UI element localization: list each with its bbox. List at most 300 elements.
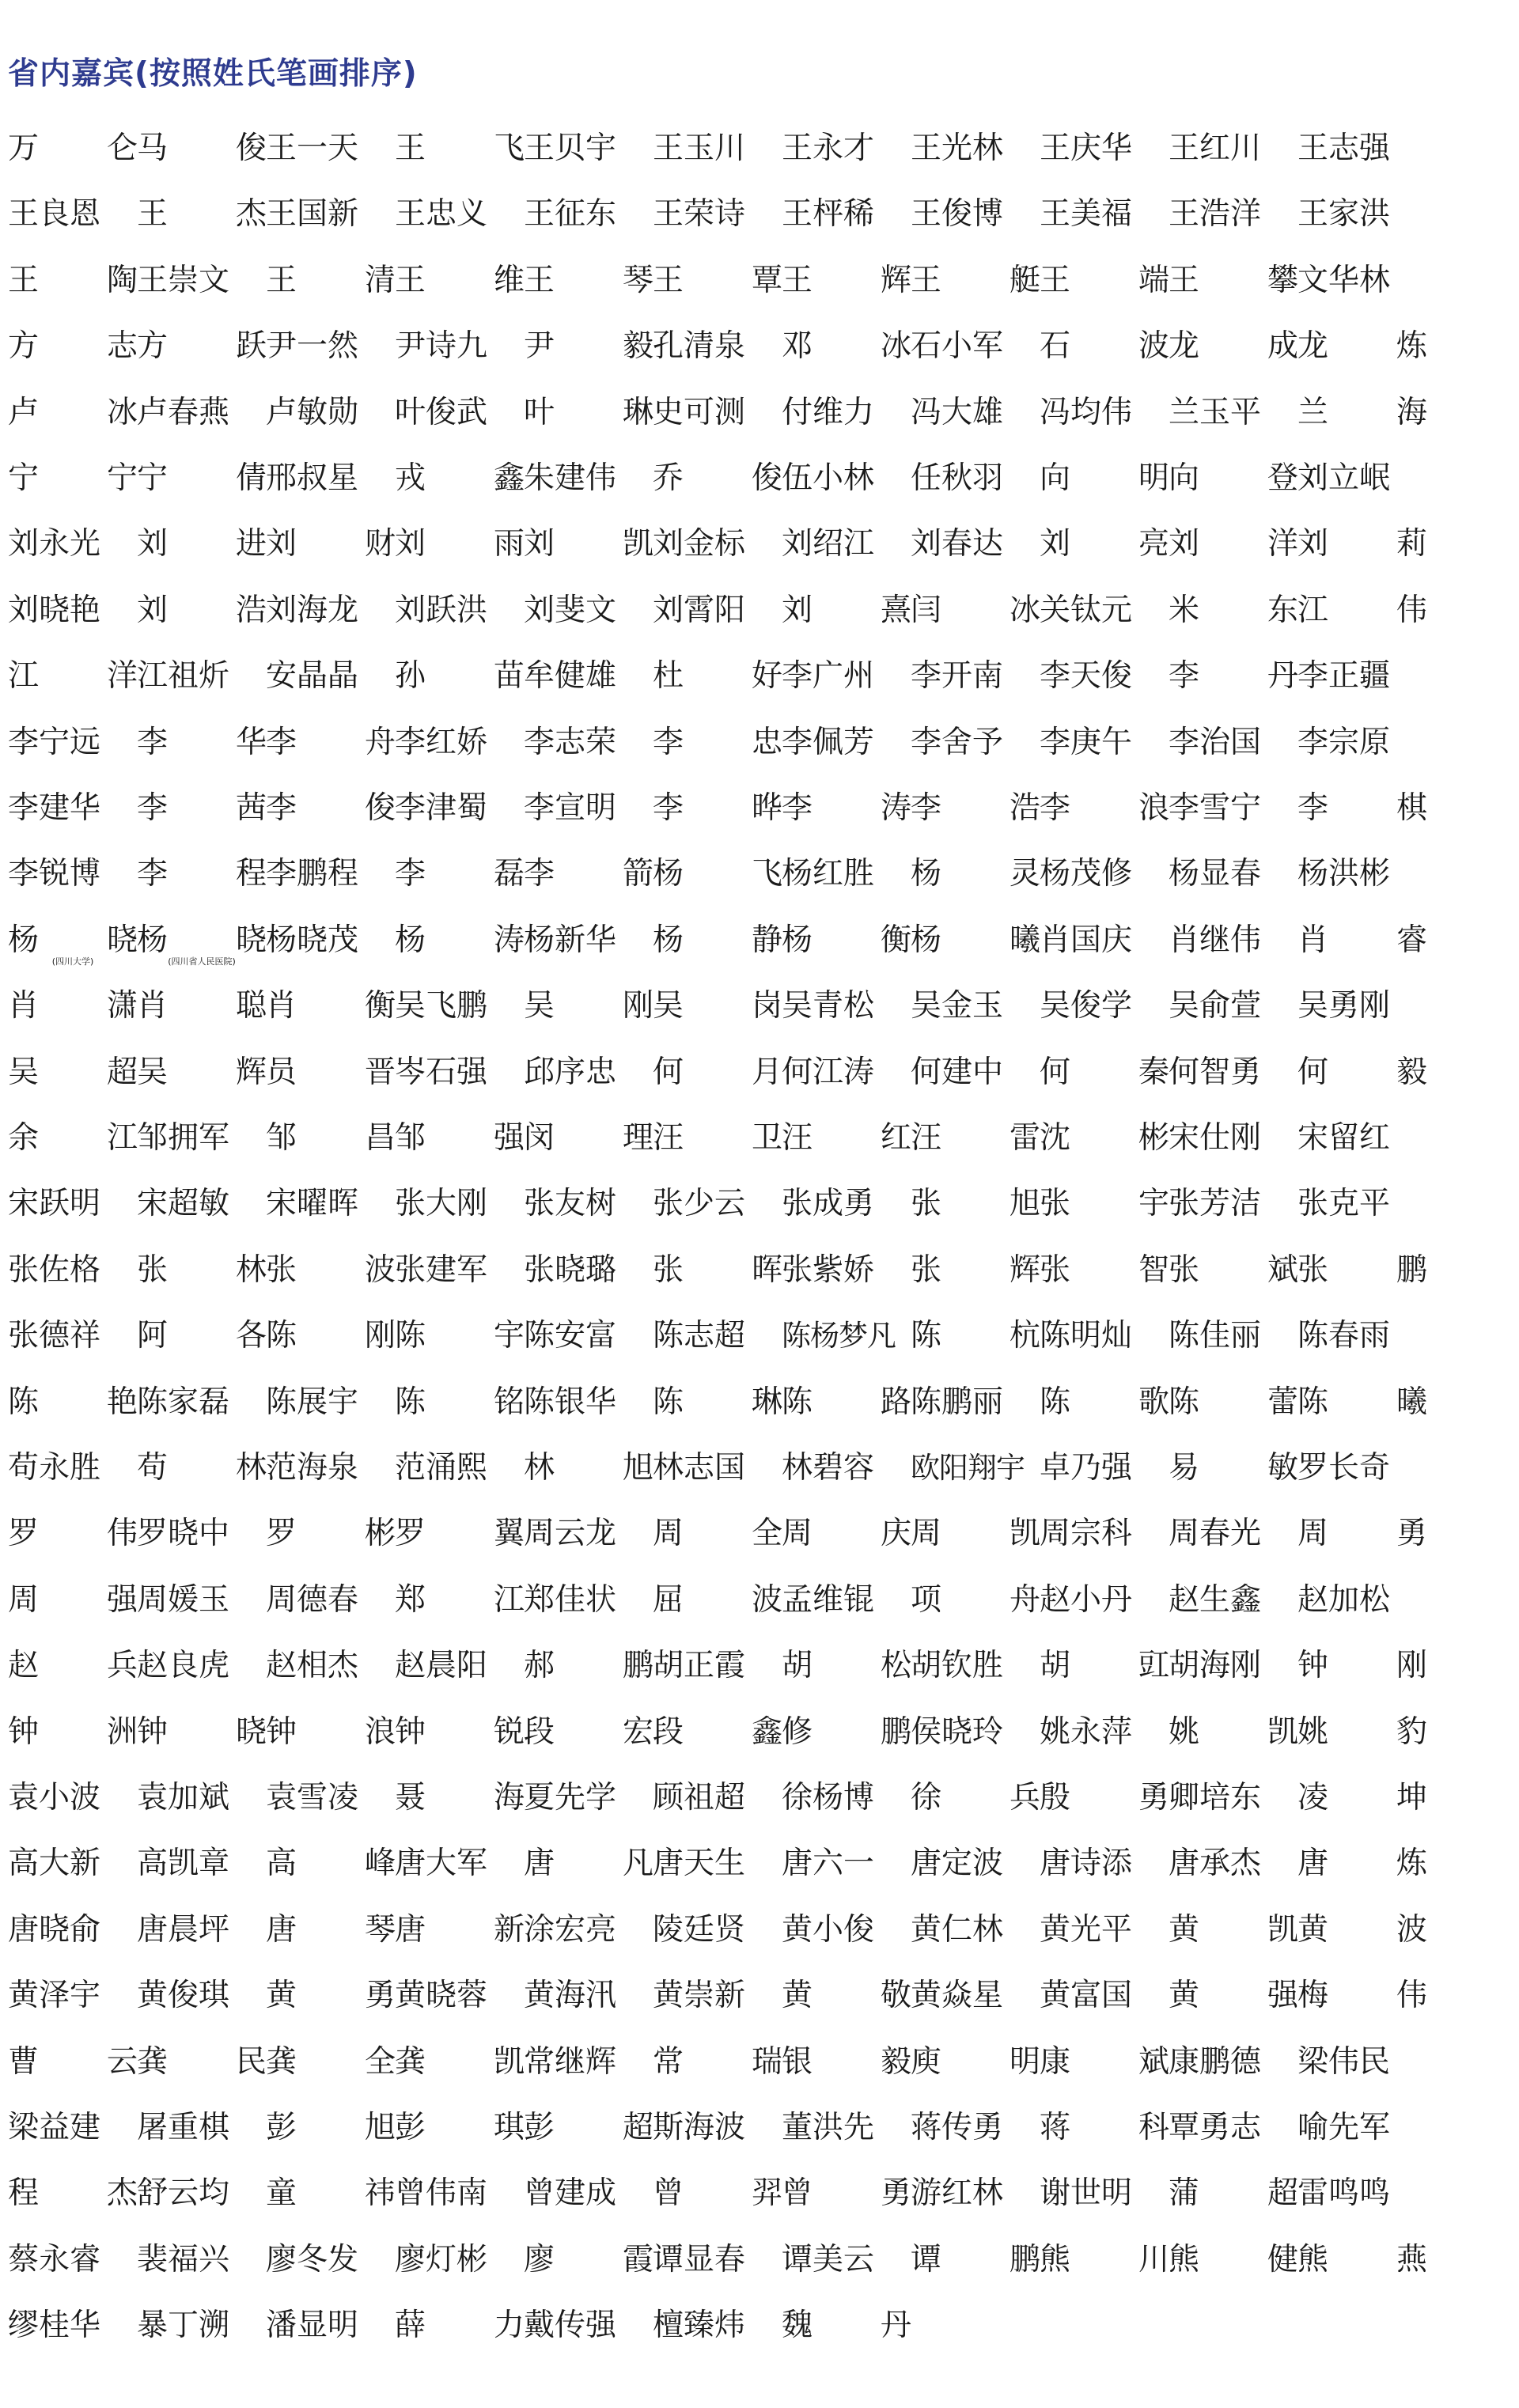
guest-name-text: 杜 好	[653, 658, 782, 694]
guest-name	[395, 1312, 525, 1360]
guest-name-text: 赵良虎	[137, 1648, 230, 1683]
guest-name-text: 邱序忠	[524, 1054, 617, 1090]
guest-name-text: 何 月	[653, 1054, 782, 1090]
guest-name	[1040, 1379, 1169, 1426]
guest-name	[653, 125, 782, 172]
guest-name-text: 张佐格	[8, 1252, 101, 1288]
guest-name	[8, 1577, 138, 1624]
guest-name	[266, 1247, 396, 1294]
guest-name-text: 孔清泉	[653, 328, 746, 364]
guest-name-text: 王永才	[782, 131, 875, 166]
guest-name	[782, 719, 911, 767]
guest-name	[524, 1444, 653, 1492]
guest-name-text: 李 浩	[911, 790, 1040, 826]
guest-name	[1040, 850, 1169, 898]
guest-name	[911, 587, 1040, 634]
name-row	[0, 1972, 1519, 2020]
guest-name	[782, 653, 911, 700]
guest-name-text: 黄小俊	[782, 1912, 875, 1948]
guest-name	[911, 653, 1040, 700]
guest-name-text: 黄焱星	[911, 1978, 1004, 2013]
guest-name-text: 谢世明	[1040, 2175, 1133, 2211]
name-row	[0, 257, 1519, 305]
guest-name	[137, 1774, 267, 1822]
guest-name-text: 汪 卫	[653, 1120, 782, 1156]
guest-name-text: 斯海波	[653, 2110, 746, 2145]
guest-name	[653, 191, 782, 238]
guest-name	[1297, 1972, 1427, 2020]
guest-name	[911, 1577, 1040, 1624]
guest-name	[782, 389, 911, 437]
guest-name-text: 夏先学	[524, 1780, 617, 1815]
guest-name	[653, 1642, 782, 1690]
guest-name	[1297, 653, 1427, 700]
guest-name-text: 高大新	[8, 1846, 101, 1881]
guest-name	[1297, 2170, 1427, 2217]
guest-name	[524, 1906, 653, 1954]
guest-name	[524, 1379, 653, 1426]
guest-name	[137, 1379, 267, 1426]
guest-name-text: 邹拥军	[137, 1120, 230, 1156]
guest-name-text: 戴传强	[524, 2308, 617, 2343]
guest-name	[1297, 1906, 1427, 1954]
guest-name-text: 刘 进	[137, 526, 267, 562]
guest-name-text: 蔡永睿	[8, 2242, 101, 2277]
guest-name	[8, 455, 138, 502]
guest-name-text: 史可测	[653, 395, 746, 430]
guest-name	[395, 1774, 525, 1822]
guest-name-text: 肖继伟	[1169, 922, 1262, 958]
guest-name	[1040, 455, 1169, 502]
guest-name-text: 程 杰	[8, 2175, 138, 2211]
guest-name-text: 刘 亮	[1040, 526, 1169, 562]
affiliation-note: (四川大学)	[51, 956, 94, 967]
guest-name-text: 胡 松	[782, 1648, 911, 1683]
guest-name	[1297, 785, 1427, 832]
guest-name-text: 余 江	[8, 1120, 138, 1156]
guest-name-text: 乔 俊	[653, 460, 782, 496]
name-row	[0, 521, 1519, 568]
guest-name	[8, 2104, 138, 2152]
guest-name	[137, 2236, 267, 2284]
guest-name	[266, 257, 396, 305]
guest-name	[1040, 1115, 1169, 1162]
guest-name	[1169, 2236, 1298, 2284]
guest-name-text: 廖灯彬	[395, 2242, 488, 2277]
guest-name	[137, 191, 267, 238]
guest-name	[782, 125, 911, 172]
guest-name	[1040, 1247, 1169, 1294]
guest-name	[653, 1972, 782, 2020]
guest-name-text: 吴俞萱	[1169, 988, 1262, 1024]
guest-name	[1169, 1577, 1298, 1624]
guest-name	[782, 1577, 911, 1624]
guest-name-text: 何建中	[911, 1054, 1004, 1090]
guest-name	[782, 983, 911, 1030]
guest-name-text: 林志国	[653, 1450, 746, 1486]
guest-name-text: 谭显春	[653, 2242, 746, 2277]
guest-name	[524, 850, 653, 898]
guest-name	[266, 1180, 396, 1228]
name-row	[0, 785, 1519, 832]
guest-name-text: 王良恩	[8, 196, 101, 232]
guest-name	[8, 1180, 138, 1228]
name-row	[0, 1312, 1519, 1360]
name-row	[0, 1709, 1519, 1756]
guest-name-text: 王浩洋	[1169, 196, 1262, 232]
guest-name-text: 段 宏	[524, 1714, 653, 1750]
guest-name	[782, 917, 911, 964]
guest-name-text: 卢 冰	[8, 395, 138, 430]
guest-name-text: 屈 波	[653, 1582, 782, 1618]
guest-name-text: 陈安富	[524, 1318, 617, 1354]
guest-name-text: 王 维	[395, 263, 525, 298]
guest-name-text: 彭 超	[524, 2110, 653, 2145]
guest-name	[782, 2039, 911, 2086]
guest-name	[1040, 983, 1169, 1030]
guest-name-text: 刘 洋	[1169, 526, 1298, 562]
guest-name-text: 杨显春	[1169, 856, 1262, 892]
guest-name	[524, 1774, 653, 1822]
guest-name	[653, 587, 782, 634]
guest-name-text: 王 杰	[137, 196, 267, 232]
guest-name	[266, 2170, 396, 2217]
guest-name-text: 胡海刚	[1169, 1648, 1262, 1683]
guest-name	[137, 1247, 267, 1294]
guest-name	[1169, 719, 1298, 767]
guest-name	[911, 1774, 1040, 1822]
guest-name-text: 张成勇	[782, 1186, 875, 1221]
name-row	[0, 2104, 1519, 2152]
guest-name-text: 曾伟南	[395, 2175, 488, 2211]
guest-name	[1169, 785, 1298, 832]
guest-name	[911, 521, 1040, 568]
guest-name	[395, 389, 525, 437]
guest-name	[1040, 1577, 1169, 1624]
guest-name	[1040, 1642, 1169, 1690]
guest-name-text: 李 涛	[782, 790, 911, 826]
guest-name-text: 周 勇	[1297, 1516, 1427, 1551]
guest-name	[653, 389, 782, 437]
guest-name	[653, 1510, 782, 1558]
guest-name-text: 常 瑞	[653, 2044, 782, 2080]
guest-name-text: 叶 琳	[524, 395, 653, 430]
guest-name-text: 宋曜晖	[266, 1186, 359, 1221]
guest-name-text: 钟 浪	[266, 1714, 396, 1750]
guest-name-text: 杨 灵	[911, 856, 1040, 892]
guest-name-text: 李庚午	[1040, 725, 1133, 760]
guest-name	[8, 1510, 138, 1558]
guest-name	[911, 1709, 1040, 1756]
guest-name	[1169, 1180, 1298, 1228]
name-row	[0, 1577, 1519, 1624]
guest-name	[524, 1247, 653, 1294]
guest-name	[266, 1379, 396, 1426]
guest-name	[524, 1577, 653, 1624]
guest-name-text: 钟 刚	[1297, 1648, 1427, 1683]
guest-name-text: 张 鹏	[1297, 1252, 1427, 1288]
guest-name-text: 岑石强	[395, 1054, 488, 1090]
guest-name	[911, 1049, 1040, 1096]
guest-name	[1040, 2039, 1169, 2086]
guest-name-text: 兰 海	[1297, 395, 1427, 430]
guest-name-text: 肖 潇	[8, 988, 138, 1024]
guest-name	[395, 719, 525, 767]
guest-name-text: 暴丁溯	[137, 2308, 230, 2343]
guest-name	[137, 785, 267, 832]
guest-name-text: 员 晋	[266, 1054, 396, 1090]
guest-name	[8, 1840, 138, 1887]
guest-name-text: 唐 凡	[524, 1846, 653, 1881]
guest-name	[1169, 1972, 1298, 2020]
guest-name-text: 陵廷贤	[653, 1912, 746, 1948]
guest-name-text: 黄晓蓉	[395, 1978, 488, 2013]
guest-name	[1297, 455, 1427, 502]
guest-name-text: 刘 熹	[782, 593, 911, 628]
guest-name-text: 蒋 科	[1040, 2110, 1169, 2145]
guest-name	[911, 125, 1040, 172]
guest-name	[266, 521, 396, 568]
guest-name	[911, 389, 1040, 437]
guest-name	[782, 1972, 911, 2020]
guest-name	[1297, 1510, 1427, 1558]
guest-name-text: 卓乃强	[1040, 1450, 1133, 1486]
guest-name-text: 朱建伟	[524, 460, 617, 496]
guest-name	[137, 1840, 267, 1887]
guest-name-text: 熊 健	[1169, 2242, 1298, 2277]
guest-name-text: 杨 曦	[911, 922, 1040, 958]
guest-name-text: 喻先军	[1297, 2110, 1391, 2145]
guest-name	[137, 1906, 267, 1954]
guest-name	[266, 1642, 396, 1690]
guest-name-text: 汪 雷	[911, 1120, 1040, 1156]
guest-name-text: 杨 涛	[395, 922, 525, 958]
guest-name	[1297, 2236, 1427, 2284]
guest-name-text: 李建华	[8, 790, 101, 826]
guest-name-text: 裴福兴	[137, 2242, 230, 2277]
guest-name	[1169, 521, 1298, 568]
name-row	[0, 587, 1519, 634]
guest-name	[782, 455, 911, 502]
guest-name	[1297, 2104, 1427, 2152]
guest-name-text: 袁小波	[8, 1780, 101, 1815]
guest-name-text: 雷鸣鸣	[1297, 2175, 1391, 2211]
guest-name-text: 王 琴	[524, 263, 653, 298]
guest-name	[653, 1180, 782, 1228]
guest-name-text: 张 辉	[911, 1252, 1040, 1288]
guest-name-text: 兰玉平	[1169, 395, 1262, 430]
guest-name-text: 高凯章	[137, 1846, 230, 1881]
guest-name	[524, 257, 653, 305]
guest-name-text: 李天俊	[1040, 658, 1133, 694]
guest-name-text: 廖冬发	[266, 2242, 359, 2277]
guest-name-text: 彭 琪	[395, 2110, 525, 2145]
guest-name-text: 杨 飞	[653, 856, 782, 892]
guest-name-text: 米 东	[1169, 593, 1298, 628]
guest-name	[137, 1444, 267, 1492]
name-row	[0, 191, 1519, 238]
guest-name	[137, 1180, 267, 1228]
guest-name-text: 肖国庆	[1040, 922, 1133, 958]
guest-name	[137, 2170, 267, 2217]
guest-name-text: 姚 凯	[1169, 1714, 1298, 1750]
guest-name-text: 袁雪凌	[266, 1780, 359, 1815]
guest-name-text: 李广州	[782, 658, 875, 694]
guest-name-text: 王 艇	[911, 263, 1040, 298]
guest-name-text: 李佩芳	[782, 725, 875, 760]
name-row	[0, 323, 1519, 370]
guest-name	[8, 1774, 138, 1822]
guest-name-text: 游红林	[911, 2175, 1004, 2211]
guest-name-text: 薛 力	[395, 2308, 525, 2343]
guest-name	[1297, 191, 1427, 238]
guest-name	[782, 2104, 911, 2152]
name-row	[0, 455, 1519, 502]
guest-name	[395, 1444, 525, 1492]
guest-name	[524, 455, 653, 502]
guest-name	[395, 850, 525, 898]
guest-name	[8, 389, 138, 437]
guest-name-text: 杨茂修	[1040, 856, 1133, 892]
guest-name	[653, 1709, 782, 1756]
guest-name-text: 杨红胜	[782, 856, 875, 892]
guest-name	[1297, 983, 1427, 1030]
guest-name-text: 刘 雨	[395, 526, 525, 562]
guest-name-text: 张克平	[1297, 1186, 1391, 1221]
guest-name	[782, 1379, 911, 1426]
guest-name-text: 王枰稀	[782, 196, 875, 232]
guest-name	[524, 1709, 653, 1756]
guest-name	[137, 125, 267, 172]
guest-name	[782, 1709, 911, 1756]
name-row	[0, 125, 1519, 172]
guest-name	[653, 1577, 782, 1624]
guest-name	[8, 323, 138, 370]
guest-name-text: 黄富国	[1040, 1978, 1133, 2013]
guest-name	[911, 323, 1040, 370]
guest-name	[1040, 719, 1169, 767]
guest-name-text: 杨新华	[524, 922, 617, 958]
guest-name	[395, 1709, 525, 1756]
guest-name	[1040, 2170, 1169, 2217]
guest-name-text: 刘海龙	[266, 593, 359, 628]
guest-name	[395, 1115, 525, 1162]
guest-name	[524, 1972, 653, 2020]
guest-name	[524, 2104, 653, 2152]
guest-name	[524, 2170, 653, 2217]
guest-name	[524, 323, 653, 370]
guest-name-text: 肖 聪	[137, 988, 267, 1024]
guest-name-text: 李治国	[1169, 725, 1262, 760]
guest-name	[911, 1906, 1040, 1954]
guest-name-text: 方 志	[8, 328, 138, 364]
guest-name-text: 赵加松	[1297, 1582, 1391, 1618]
guest-name-text: 唐天生	[653, 1846, 746, 1881]
guest-name	[1169, 257, 1298, 305]
guest-name-text: 李 丹	[1169, 658, 1298, 694]
guest-name	[1169, 1906, 1298, 1954]
guest-name	[1040, 191, 1169, 238]
guest-name-text: 张 林	[137, 1252, 267, 1288]
guest-name	[1297, 1049, 1427, 1096]
guest-name	[524, 1115, 653, 1162]
guest-name	[653, 1049, 782, 1096]
guest-name	[8, 785, 138, 832]
guest-name-text: 江 洋	[8, 658, 138, 694]
guest-name	[524, 1049, 653, 1096]
guest-name	[266, 191, 396, 238]
guest-name-text: 胡正霞	[653, 1648, 746, 1683]
guest-name-text: 钟 锐	[395, 1714, 525, 1750]
guest-name-text: 梁伟民	[1297, 2044, 1391, 2080]
guest-name-text: 李锐博	[8, 856, 101, 892]
guest-name	[8, 2302, 138, 2349]
guest-name	[911, 2104, 1040, 2152]
guest-name-text: 张 晖	[653, 1252, 782, 1288]
guest-name	[1297, 1642, 1427, 1690]
name-row	[0, 653, 1519, 700]
guest-name	[524, 2302, 653, 2349]
guest-name-text: 伍小林	[782, 460, 875, 496]
guest-name-text: 覃勇志	[1169, 2110, 1262, 2145]
guest-name	[8, 1444, 138, 1492]
guest-name	[911, 917, 1040, 964]
guest-name-text: 郑 江	[395, 1582, 525, 1618]
guest-name	[782, 1840, 911, 1887]
guest-name-text: 梅 伟	[1297, 1978, 1427, 2013]
guest-name	[911, 1312, 1040, 1360]
guest-name	[1040, 587, 1169, 634]
guest-name	[782, 850, 911, 898]
guest-name	[266, 2104, 396, 2152]
guest-name	[782, 1247, 911, 1294]
guest-name	[653, 1312, 782, 1360]
guest-name-text: 李雪宁	[1169, 790, 1262, 826]
guest-name	[653, 850, 782, 898]
guest-name-text: 赵晨阳	[395, 1648, 488, 1683]
name-row	[0, 1510, 1519, 1558]
guest-name	[1169, 1049, 1298, 1096]
guest-name	[137, 1510, 267, 1558]
guest-name-text: 王家洪	[1297, 196, 1391, 232]
name-row	[0, 1247, 1519, 1294]
guest-name-text: 谭美云	[782, 2242, 875, 2277]
guest-name-text: 杨晓茂	[266, 922, 359, 958]
guest-name	[137, 653, 267, 700]
guest-name	[8, 587, 138, 634]
guest-name-text: 罗长奇	[1297, 1450, 1391, 1486]
guest-name-text: 陈银华	[524, 1384, 617, 1420]
guest-name-text: 林碧容	[782, 1450, 875, 1486]
guest-name-text: 王 辉	[782, 263, 911, 298]
guest-name-text: 姚 豹	[1297, 1714, 1427, 1750]
guest-name-text: 王一天	[266, 131, 359, 166]
guest-name	[395, 521, 525, 568]
guest-name-text: 张少云	[653, 1186, 746, 1221]
guest-name	[395, 2170, 525, 2217]
guest-name	[1040, 389, 1169, 437]
guest-name-text: 龚 凯	[395, 2044, 525, 2080]
name-row	[0, 1642, 1519, 1690]
guest-name-text: 吴俊学	[1040, 988, 1133, 1024]
guest-name	[8, 850, 138, 898]
guest-name-text: 龙 炼	[1297, 328, 1427, 364]
guest-name-text: 胡 豇	[1040, 1648, 1169, 1683]
guest-name	[524, 389, 653, 437]
guest-name	[1169, 1510, 1298, 1558]
guest-name-text: 周春光	[1169, 1516, 1262, 1551]
guest-name	[8, 1906, 138, 1954]
